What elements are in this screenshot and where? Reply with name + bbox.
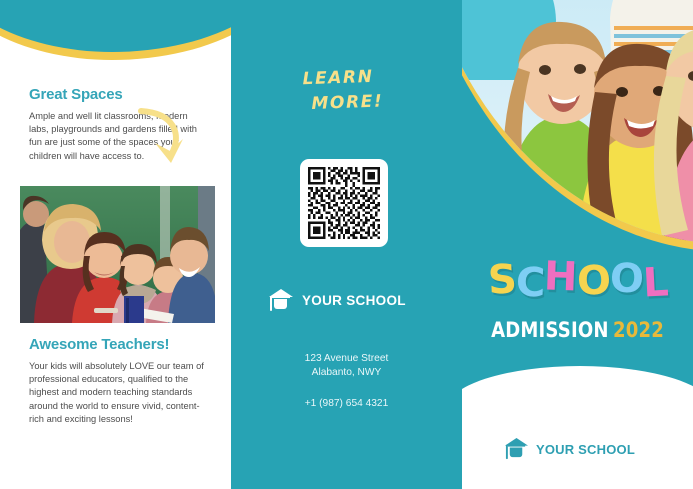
wordmark-letter-6: L: [641, 259, 669, 307]
contact-block: [231, 352, 462, 411]
learn-more-line2: MORE!: [311, 91, 384, 114]
awesome-teachers-body: Your kids will absolutely LOVE our team of professional educators, qualified to the highest and modern teaching standards around the world to ensure vivid, content-rich and exciting lessons!: [29, 361, 204, 424]
center-school-logo: [268, 288, 406, 313]
graduation-cap-icon: [268, 288, 294, 313]
right-logo-text: YOUR SCHOOL: [536, 441, 635, 457]
admission-line: [478, 318, 677, 342]
children-photo: [462, 0, 693, 244]
wordmark-letter-3: H: [543, 253, 578, 301]
admission-year: 2022: [612, 318, 664, 342]
learn-more-line1: LEARN: [302, 66, 374, 90]
school-wordmark: [462, 253, 693, 307]
left-panel: [0, 0, 231, 489]
top-left-swoosh-decoration: [0, 0, 231, 80]
graduation-cap-icon: [504, 437, 529, 461]
learn-more-callout: [302, 63, 434, 117]
address-line-1: 123 Avenue Street: [304, 353, 389, 364]
admission-label: ADMISSION: [491, 318, 609, 342]
center-logo-text: YOUR SCHOOL: [302, 293, 406, 308]
wordmark-letter-1: S: [486, 256, 517, 304]
qr-code[interactable]: [300, 159, 388, 247]
curved-down-arrow-icon: [133, 103, 193, 173]
wordmark-letter-4: O: [575, 257, 611, 305]
classroom-photo: [20, 186, 215, 323]
address-line-2: Alabanto, NWY: [311, 367, 382, 379]
right-panel: [462, 0, 693, 489]
great-spaces-body: Ample and well lit classrooms, modern labs, playgrounds and gardens filled with fun are just some of the spaces your children will have access to.: [29, 111, 197, 161]
great-spaces-heading: Great Spaces: [29, 86, 123, 103]
right-school-logo: [504, 437, 635, 461]
wordmark-letter-5: O: [608, 255, 644, 303]
phone-number: +1 (987) 654 4321: [304, 397, 389, 409]
awesome-teachers-heading: Awesome Teachers!: [29, 336, 170, 353]
wordmark-letter-2: C: [515, 259, 545, 307]
awesome-teachers-section: [29, 336, 209, 426]
